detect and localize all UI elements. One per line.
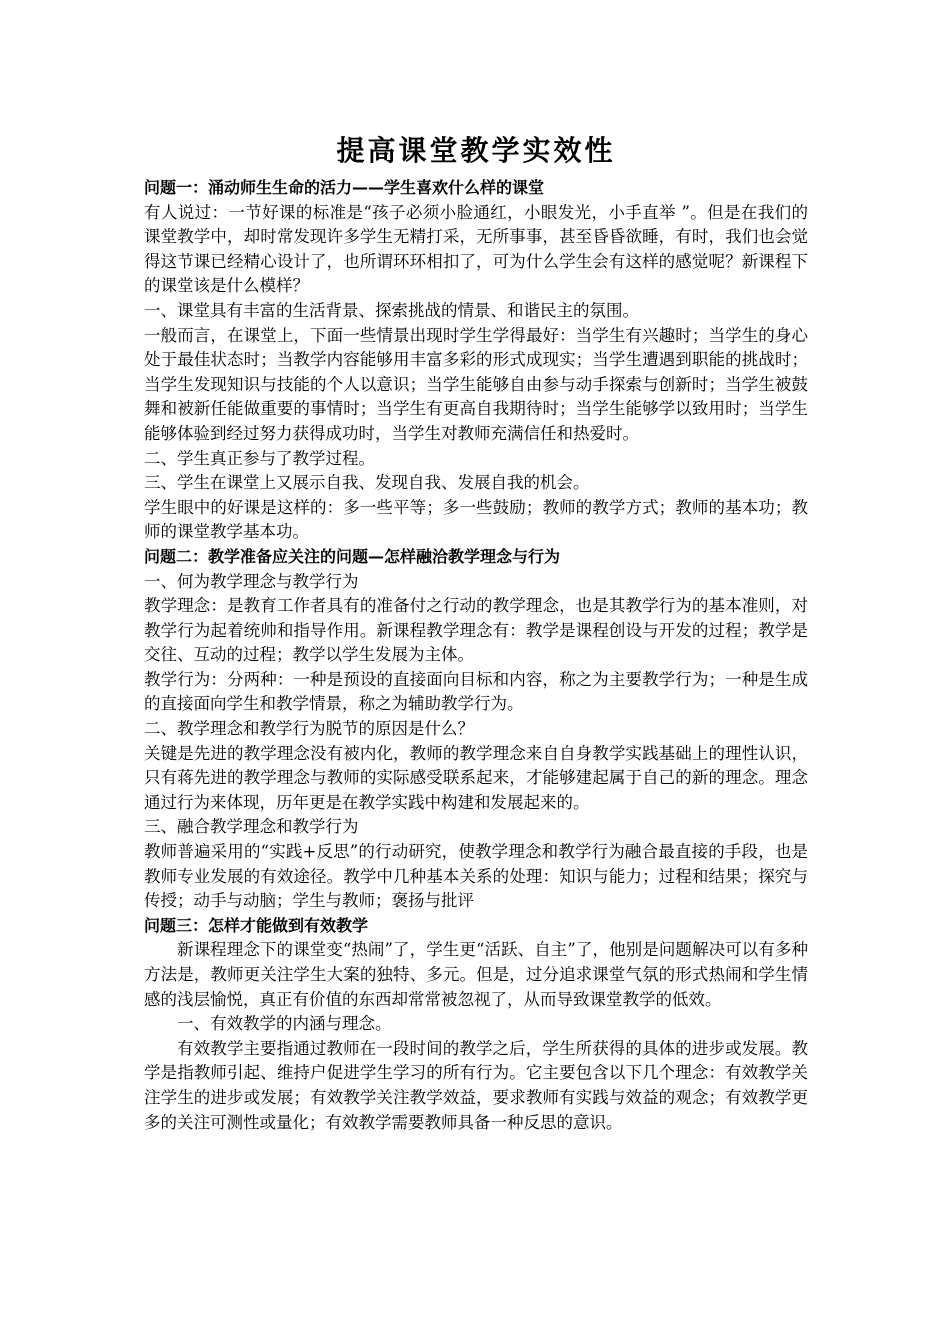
paragraph: 一、何为教学理念与教学行为 bbox=[144, 571, 359, 591]
paragraph: 有人说过：一节好课的标准是“孩子必须小脸通红，小眼发光，小手直举 ”。但是在我们的课堂教学中，却时常发现许多学生无精打采，无所事事，甚至昏昏欲睡，有时，我们也会觉得这节课已经精心设计了，也所谓环环相扣了，可为什么学生会有这样的感觉呢？新课程下的课堂该是什么模样？ bbox=[144, 202, 808, 296]
paragraph: 三、学生在课堂上又展示自我、发现自我、发展自我的机会。 bbox=[144, 473, 590, 493]
paragraph: 教学理念：是教育工作者具有的准备付之行动的教学理念，也是其教学行为的基本准则，对教学行为起着统帅和指导作用。新课程教学理念有：教学是课程创设与开发的过程；教学是交往、互动的过程；教学以学生发展为主体。 bbox=[144, 596, 808, 665]
document-page bbox=[144, 128, 808, 1135]
paragraph: 有效教学主要指通过教师在一段时间的教学之后，学生所获得的具体的进步或发展。教学是指教师引起、维持户促进学生学习的所有行为。它主要包含以下几个理念：有效教学关注学生的进步或发展；有效教学关注教学效益，要求教师有实践与效益的观念；有效教学更多的关注可测性或量化；有效教学需要教师具备一种反思的意识。 bbox=[144, 1038, 808, 1132]
paragraph: 关键是先进的教学理念没有被内化，教师的教学理念来自自身教学实践基础上的理性认识，只有蒋先进的教学理念与教师的实际感受联系起来，才能够建起属于自己的新的理念。理念通过行为来体现，历年更是在教学实践中构建和发展起来的。 bbox=[144, 743, 808, 812]
section-heading: 问题三：怎样才能做到有效教学 bbox=[144, 915, 369, 935]
paragraph: 新课程理念下的课堂变“热闹”了，学生更“活跃、自主”了，他别是问题解决可以有多种方法是，教师更关注学生大案的独特、多元。但是，过分追求课堂气氛的形式热闹和学生情感的浅层愉悦，真正有价值的东西却常常被忽视了，从而导致课堂教学的低效。 bbox=[144, 940, 808, 1009]
document-body bbox=[144, 176, 808, 1135]
paragraph: 学生眼中的好课是这样的：多一些平等；多一些鼓励；教师的教学方式；教师的基本功；教师的课堂教学基本功。 bbox=[144, 497, 808, 542]
section-heading: 问题一：涌动师生生命的活力——学生喜欢什么样的课堂 bbox=[144, 178, 545, 197]
paragraph: 教学行为：分两种：一种是预设的直接面向目标和内容，称之为主要教学行为；一种是生成的直接面向学生和教学情景，称之为辅助教学行为。 bbox=[144, 669, 808, 714]
document-title: 提高课堂教学实效性 bbox=[336, 134, 616, 167]
paragraph: 二、教学理念和教学行为脱节的原因是什么？ bbox=[144, 719, 474, 739]
paragraph: 一、有效教学的内涵与理念。 bbox=[177, 1014, 392, 1034]
paragraph: 二、学生真正参与了教学过程。 bbox=[144, 448, 375, 468]
paragraph: 教师普遍采用的“实践+反思”的行动研究，使教学理念和教学行为融合最直接的手段，也是教师专业发展的有效途径。教学中几种基本关系的处理：知识与能力；过程和结果；探究与传授；动手与动脑；学生与教师；褒扬与批评 bbox=[144, 842, 808, 911]
paragraph: 一、课堂具有丰富的生活背景、探索挑战的情景、和谐民主的氛围。 bbox=[144, 300, 639, 320]
paragraph: 一般而言，在课堂上，下面一些情景出现时学生学得最好：当学生有兴趣时；当学生的身心处于最佳状态时；当教学内容能够用丰富多彩的形式成现实；当学生遭遇到职能的挑战时；当学生发现知识与技能的个人以意识；当学生能够自由参与动手探索与创新时；当学生被鼓舞和被新任能做重要的事情时；当学生有更高自我期待时；当学生能够学以致用时；当学生能够体验到经过努力获得成功时，当学生对教师充满信任和热爱时。 bbox=[144, 325, 808, 443]
section-heading: 问题二：教学准备应关注的问题—怎样融洽教学理念与行为 bbox=[144, 546, 561, 566]
paragraph: 三、融合教学理念和教学行为 bbox=[144, 817, 359, 837]
